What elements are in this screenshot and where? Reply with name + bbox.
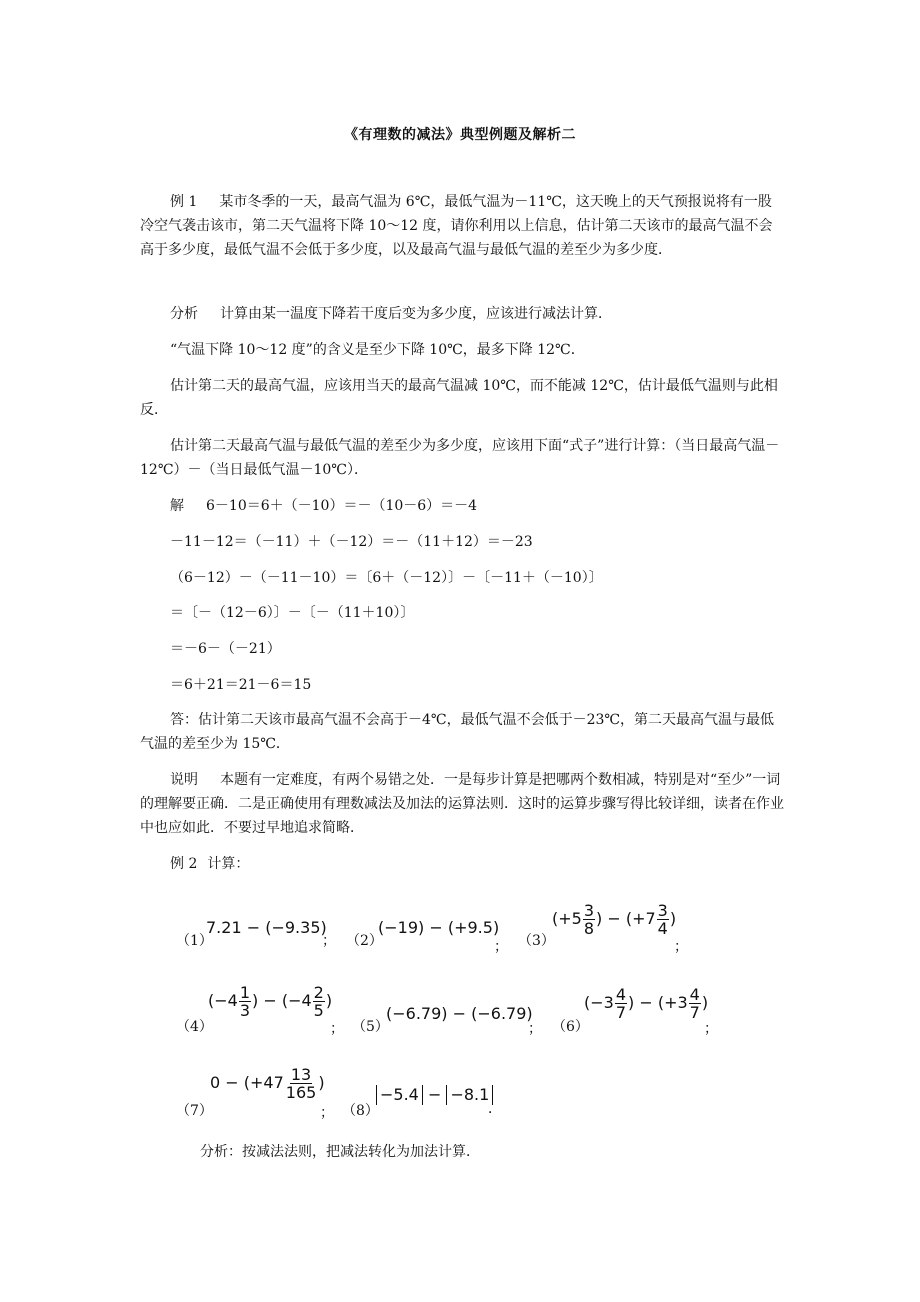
fraction-denominator: 4 — [657, 919, 668, 938]
solution-line-4: ＝〔－（12－6）〕－〔－（11＋10）〕 — [170, 605, 415, 621]
problem-2-minuend: (−19) — [378, 918, 425, 937]
solution-label: 解 — [170, 498, 184, 514]
mixed-number-whole: (+7 — [625, 909, 656, 928]
problem-1-minuend: 7.21 — [206, 918, 242, 937]
analysis-2-paragraph: 分析：按减法法则，把减法转化为加法计算． — [200, 1144, 480, 1160]
problem-2-expression — [378, 918, 499, 937]
mixed-number-whole: (+5 — [552, 909, 582, 928]
problem-1-subtrahend: (−9.35) — [265, 918, 327, 937]
mixed-number-whole: (−4 — [208, 991, 238, 1010]
solution-line-6: ＝6＋21＝21－6＝15 — [170, 677, 312, 693]
fraction-denominator: 165 — [285, 1083, 317, 1102]
fraction-denominator: 7 — [689, 1003, 700, 1022]
estimate-paragraph: 估计第二天的最高气温，应该用当天的最高气温减 10℃，而不能减 12℃，估计最低气温则与此相反． — [140, 378, 778, 418]
fraction-numerator: 2 — [313, 983, 324, 1002]
fraction — [615, 986, 627, 1021]
solution-line-3: （6－12）－（－11－10）＝〔6＋（－12）〕－〔－11＋（－10）〕 — [170, 570, 603, 586]
problem-3-expression: (+5 $\frac{3}{8}$ ) − (+7 $\frac{3}{4}$ ) — [552, 901, 677, 938]
problem-5-minuend: (−6.79) — [386, 1004, 448, 1023]
solution-line-2: －11－12＝（－11）＋（－12）＝－（11＋12）＝－23 — [170, 534, 533, 550]
mixed-number-whole: (−3 — [584, 993, 614, 1012]
absolute-value-content: −8.1 — [450, 1085, 490, 1104]
meaning-paragraph: “气温下降 10～12 度”的含义是至少下降 10℃，最多下降 12℃． — [170, 342, 585, 358]
note-paragraph — [140, 768, 785, 840]
separator-semicolon: ； — [320, 1105, 334, 1121]
problem-5-subtrahend: (−6.79) — [471, 1004, 533, 1023]
solution-line-1 — [170, 494, 477, 518]
problem-6-label: （6） — [552, 1019, 589, 1035]
problem-4-expression: (−4 $\frac{1}{3}$ ) − (−4 $\frac{2}{5}$ ) — [208, 983, 333, 1020]
fraction-numerator: 4 — [689, 985, 700, 1004]
page-title: 《有理数的减法》典型例题及解析二 — [344, 127, 576, 143]
problem-7-label: （7） — [176, 1103, 213, 1119]
fraction-numerator: 4 — [615, 985, 627, 1004]
fraction-denominator: 5 — [313, 1001, 324, 1020]
fraction — [239, 984, 251, 1019]
fraction — [689, 986, 701, 1021]
problem-8-expression: −5.4 − −8.1 — [376, 1085, 493, 1105]
problem-8-label: （8） — [342, 1103, 379, 1119]
problem-2-subtrahend: (+9.5) — [447, 918, 500, 937]
problem-7-expression: 0 − (+47 $\frac{13}{165}$ ) — [210, 1065, 325, 1102]
formula-paragraph: 估计第二天最高气温与最低气温的差至少为多少度，应该用下面“式子”进行计算：（当日最高气温－12℃）－（当日最低气温－10℃）． — [140, 438, 780, 478]
fraction-numerator: 1 — [239, 983, 251, 1002]
problem-1-label: （1） — [176, 933, 213, 949]
problem-1-expression — [206, 918, 327, 937]
problem-3-label: （3） — [518, 933, 555, 949]
separator-semicolon: ； — [674, 939, 688, 955]
fraction — [657, 902, 669, 937]
minus-sign: − — [429, 918, 443, 937]
note-text: 本题有一定难度，有两个易错之处．一是每步计算是把哪两个数相减，特别是对“至少”一词的理解要正确．二是正确使用有理数减法及加法的运算法则．这时的运算步骤写得比较详细，读者在作业中也应如此．不要过早地追求简略． — [140, 772, 784, 836]
problem-5-expression — [386, 1004, 533, 1023]
fraction-numerator: 3 — [583, 901, 595, 920]
separator-period: ． — [488, 1101, 502, 1117]
mixed-number-whole: (+47 — [243, 1073, 284, 1092]
example-2-label: 例 2 — [170, 856, 198, 872]
absolute-value — [446, 1085, 493, 1105]
example-2-heading — [170, 852, 249, 876]
fraction — [313, 984, 325, 1019]
minus-sign: − — [246, 918, 261, 937]
analysis-1-paragraph — [140, 302, 785, 326]
fraction-denominator: 7 — [615, 1003, 627, 1022]
solution-line-5: ＝－6－（－21） — [170, 641, 281, 657]
separator-semicolon: ； — [704, 1021, 718, 1037]
example-2-prompt: 计算： — [207, 856, 250, 872]
absolute-value — [376, 1085, 423, 1105]
separator-semicolon: ； — [528, 1021, 542, 1037]
mixed-number-whole: (+3 — [657, 993, 688, 1012]
example-1-text: 某市冬季的一天，最高气温为 6℃，最低气温为－11℃，这天晚上的天气预报说将有一股冷空气袭击该市，第二天气温将下降 10～12 度，请你利用以上信息，估计第二天该市的最高气温不会高于多少度，最低气温不会低于多少度，以及最高气温与最低气温的差至少为多少度． — [140, 194, 773, 258]
fraction-numerator: 13 — [290, 1065, 312, 1084]
example-1-paragraph — [140, 190, 785, 262]
fraction-denominator: 3 — [239, 1001, 251, 1020]
fraction — [285, 1066, 318, 1101]
problem-5-label: （5） — [352, 1019, 389, 1035]
separator-semicolon: ； — [494, 939, 508, 955]
fraction — [583, 902, 595, 937]
absolute-value-content: −5.4 — [380, 1085, 419, 1104]
analysis-1-label: 分析 — [170, 306, 198, 322]
analysis-1-text: 计算由某一温度下降若干度后变为多少度，应该进行减法计算． — [220, 306, 612, 322]
separator-semicolon: ； — [322, 933, 336, 949]
fraction-numerator: 3 — [657, 901, 668, 920]
problem-7-minuend: 0 — [210, 1073, 221, 1092]
problem-2-label: （2） — [346, 933, 383, 949]
minus-sign: − — [452, 1004, 467, 1023]
problem-4-label: （4） — [176, 1019, 213, 1035]
solution-expression-1: 6－10＝6＋（－10）＝－（10－6）＝－4 — [206, 498, 478, 514]
fraction-denominator: 8 — [583, 919, 595, 938]
note-label: 说明 — [170, 772, 198, 788]
mixed-number-whole: (−4 — [281, 991, 312, 1010]
separator-semicolon: ； — [330, 1021, 344, 1037]
example-1-label: 例 1 — [170, 194, 198, 210]
problem-6-expression: (−3 $\frac{4}{7}$ ) − (+3 $\frac{4}{7}$ ) — [584, 985, 709, 1022]
answer-paragraph: 答：估计第二天该市最高气温不会高于－4℃，最低气温不会低于－23℃，第二天最高气温与最低气温的差至少为 15℃． — [140, 712, 775, 752]
